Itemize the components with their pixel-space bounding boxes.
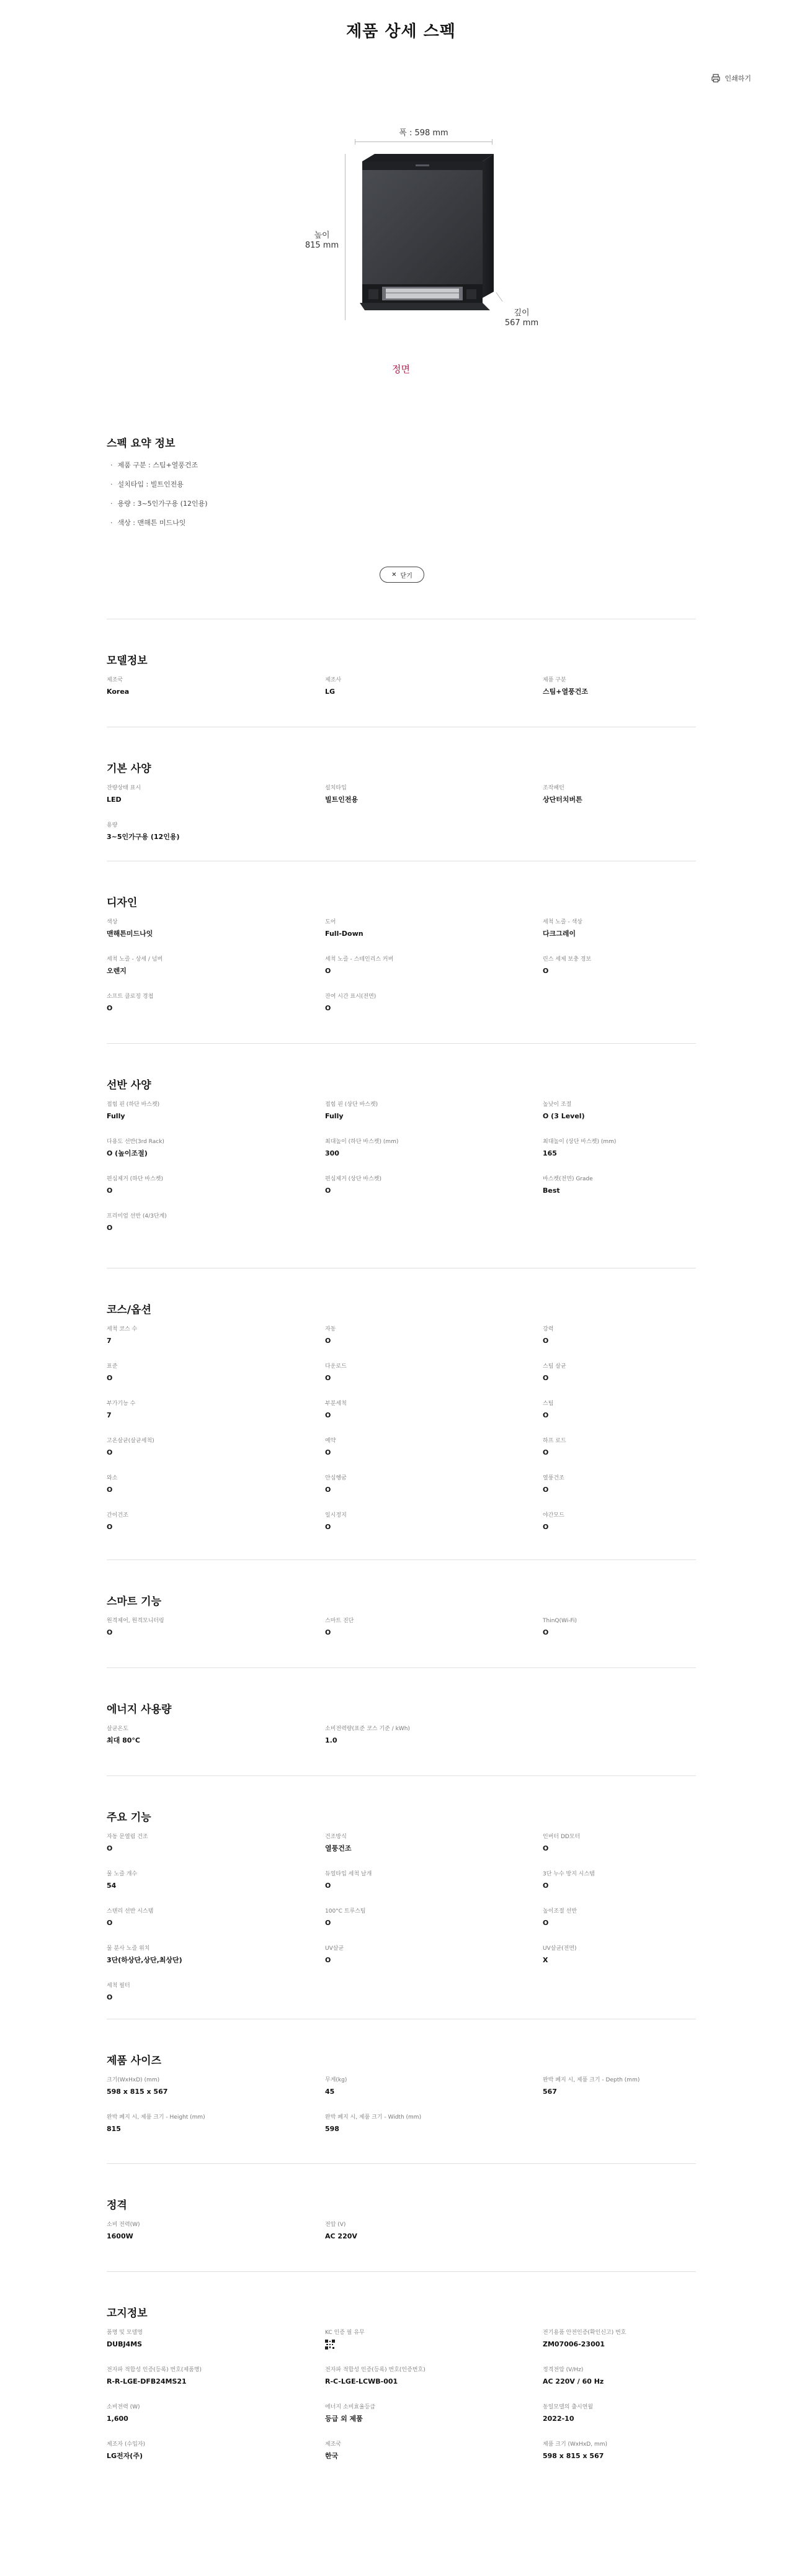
spec-value: O [107, 1374, 113, 1382]
spec-item [543, 2403, 747, 2424]
section-title: 고지정보 [107, 2307, 148, 2320]
spec-item [543, 1474, 747, 1495]
summary-item: · 제품 구분 : 스팀+열풍건조 [110, 460, 208, 480]
spec-item [325, 2329, 530, 2349]
spec-label: 바스켓(전면) Grade [543, 1176, 593, 1182]
spec-value: Best [543, 1187, 560, 1195]
summary-title: 스펙 요약 정보 [107, 438, 176, 450]
spec-item [325, 918, 530, 939]
spec-value: AC 220V / 60 Hz [543, 2377, 604, 2385]
spec-label: 동일모델의 출시연월 [543, 2404, 594, 2410]
spec-value: 598 [325, 2125, 339, 2133]
spec-label: 표준 [107, 1363, 118, 1370]
spec-value: O [107, 1919, 113, 1927]
spec-label: 야간모드 [543, 1512, 564, 1519]
spec-item [107, 1400, 311, 1420]
spec-item [543, 1833, 747, 1854]
spec-item [107, 2114, 311, 2134]
kc-qr-icon [325, 2340, 335, 2349]
spec-label: 고온살균(살균세척) [107, 1438, 154, 1444]
spec-value: O (높이조절) [107, 1149, 148, 1157]
spec-label: 세척 노즐 - 상세 / 넘버 [107, 956, 163, 963]
spec-item [543, 1945, 747, 1965]
spec-value: 2022-10 [543, 2415, 574, 2423]
spec-label: 물 분사 노즐 위치 [107, 1945, 150, 1952]
spec-label: 세척 노즐 - 색상 [543, 919, 582, 925]
spec-label: 스팀 살균 [543, 1363, 566, 1370]
spec-label: 완박 폐지 시, 제품 크기 - Height (mm) [107, 2114, 205, 2120]
spec-value: O [543, 1628, 549, 1636]
spec-value: 3~5인가구용 (12인용) [107, 833, 180, 841]
spec-value: O [325, 1187, 331, 1195]
spec-item [325, 993, 530, 1013]
spec-item [107, 1213, 311, 1233]
spec-item [325, 1474, 530, 1495]
spec-item [107, 1725, 311, 1746]
spec-item [107, 676, 311, 697]
spec-value: O [543, 1523, 549, 1531]
spec-label: 자동 [325, 1326, 336, 1332]
spec-label: 간이건조 [107, 1512, 128, 1519]
spec-item [107, 1101, 311, 1121]
spec-item [325, 1617, 530, 1638]
section-divider [107, 1775, 696, 1776]
spec-item [107, 1326, 311, 1346]
spec-item [107, 822, 311, 842]
spec-label: 소비전력량(표준 코스 기준 / kWh) [325, 1726, 410, 1732]
section-divider [107, 1667, 696, 1668]
spec-item [543, 1870, 747, 1891]
print-label: 인쇄하기 [724, 74, 751, 83]
spec-value: 빌트인전용 [325, 796, 359, 804]
spec-item [107, 1833, 311, 1854]
width-dimension-label: 폭 : 598 mm [399, 128, 448, 138]
spec-value: O [543, 1486, 549, 1494]
spec-item [543, 1326, 747, 1346]
spec-item [543, 1908, 747, 1928]
spec-label: 다용도 선반(3rd Rack) [107, 1139, 164, 1145]
height-value: 815 mm [305, 241, 339, 250]
spec-label: 완박 폐지 시, 제품 크기 - Depth (mm) [543, 2077, 640, 2083]
spec-value: Korea [107, 688, 130, 696]
spec-value: O [325, 1337, 331, 1345]
print-button[interactable] [711, 73, 751, 83]
depth-label: 깊이 [514, 308, 530, 318]
spec-value: 815 [107, 2125, 121, 2133]
spec-item [325, 2221, 530, 2242]
spec-label: 예약 [325, 1438, 336, 1444]
spec-label: 크기(WxHxD) (mm) [107, 2077, 160, 2083]
spec-value: O [325, 1882, 331, 1890]
spec-label: 스팀 [543, 1401, 554, 1407]
page-title: 제품 상세 스펙 [346, 22, 456, 41]
spec-value: 다크그레이 [543, 930, 576, 938]
spec-item [325, 1833, 530, 1854]
spec-value: O [107, 1523, 113, 1531]
spec-label: 스텐리 선반 시스템 [107, 1908, 154, 1914]
spec-label: 잔량상태 표시 [107, 785, 141, 791]
spec-item [325, 784, 530, 805]
spec-label: 열풍건조 [543, 1475, 564, 1481]
spec-item [325, 1437, 530, 1458]
spec-value: Fully [107, 1112, 125, 1120]
spec-item [325, 1363, 530, 1383]
spec-item [107, 1945, 311, 1965]
section-title: 제품 사이즈 [107, 2055, 162, 2067]
height-dimension-label [303, 231, 341, 251]
spec-value: O [107, 1844, 113, 1852]
spec-item [543, 2076, 747, 2097]
spec-label: 높낮이 조절 [543, 1102, 572, 1108]
spec-value: 3단(하상단,상단,최상단) [107, 1956, 182, 1964]
summary-item: · 색상 : 맨해튼 미드나잇 [110, 518, 208, 537]
spec-value: 598 x 815 x 567 [107, 2088, 168, 2096]
spec-item [543, 1363, 747, 1383]
spec-value: 7 [107, 1337, 112, 1345]
spec-value: O [543, 967, 549, 975]
spec-value: LG전자(주) [107, 2452, 143, 2460]
spec-label: UV살균 [325, 1945, 344, 1952]
spec-value: O [543, 1844, 549, 1852]
spec-item [543, 784, 747, 805]
section-divider [107, 2271, 696, 2272]
spec-label: 전기용품 안전인증(확인신고) 번호 [543, 2330, 626, 2336]
spec-label: 원격제어, 원격모니터링 [107, 1618, 164, 1624]
spec-value: O [325, 1004, 331, 1012]
section-title: 모델정보 [107, 655, 148, 667]
spec-value: LED [107, 796, 122, 804]
spec-item [543, 2329, 747, 2349]
spec-value: 오렌지 [107, 967, 127, 975]
spec-value: 열풍건조 [325, 1844, 352, 1852]
spec-item [325, 1101, 530, 1121]
spec-value: R-C-LGE-LCWB-001 [325, 2377, 398, 2385]
spec-item [325, 1400, 530, 1420]
spec-value: O [325, 1448, 331, 1456]
section-title: 에너지 사용량 [107, 1703, 172, 1716]
spec-label: 완박 폐지 시, 제품 크기 - Width (mm) [325, 2114, 422, 2120]
section-title: 주요 기능 [107, 1811, 151, 1824]
spec-label: 조작패턴 [543, 785, 564, 791]
spec-item [325, 2403, 530, 2424]
spec-value: 598 x 815 x 567 [543, 2452, 604, 2460]
spec-item [325, 1175, 530, 1196]
spec-value: O [325, 1411, 331, 1419]
spec-item [325, 1725, 530, 1746]
spec-label: 높이조절 선반 [543, 1908, 577, 1914]
spec-value: O [543, 1337, 549, 1345]
spec-value: O [107, 1187, 113, 1195]
spec-value: O [107, 1224, 113, 1232]
spec-label: 무게(kg) [325, 2077, 347, 2083]
spec-value: 등급 외 제품 [325, 2415, 363, 2423]
spec-label: 용량 [107, 822, 118, 828]
section-title: 코스/옵션 [107, 1304, 151, 1316]
spec-item [543, 918, 747, 939]
spec-item [107, 918, 311, 939]
spec-label: KC 인증 필 유무 [325, 2330, 365, 2336]
spec-value: 맨해튼미드나잇 [107, 930, 153, 938]
spec-item [325, 1326, 530, 1346]
spec-item [107, 2366, 311, 2387]
spec-item [107, 784, 311, 805]
spec-item [325, 1908, 530, 1928]
spec-item [325, 2114, 530, 2134]
view-label: 정면 [392, 364, 410, 375]
spec-label: 인버터 DD모터 [543, 1834, 581, 1840]
spec-value: Fully [325, 1112, 344, 1120]
spec-value: 스팀+열풍건조 [543, 688, 588, 696]
spec-label: 편심제거 (하단 바스켓) [107, 1176, 163, 1182]
summary-list [110, 460, 208, 537]
spec-label: 세척 코스 수 [107, 1326, 138, 1332]
spec-label: 소프트 클로징 경첩 [107, 994, 154, 1000]
spec-label: 린스 세제 보충 경보 [543, 956, 592, 963]
spec-value: R-R-LGE-DFB24MS21 [107, 2377, 187, 2385]
spec-value: 300 [325, 1149, 339, 1157]
spec-value: 한국 [325, 2452, 339, 2460]
spec-item [543, 2366, 747, 2387]
depth-value: 567 mm [504, 318, 539, 328]
spec-label: UV살균(전면) [543, 1945, 577, 1952]
height-label: 높이 [314, 231, 330, 240]
spec-label: 전자파 적합성 인증(등록) 번호(제품명) [107, 2367, 202, 2373]
spec-label: 설치타입 [325, 785, 347, 791]
spec-item [107, 993, 311, 1013]
spec-item [325, 1945, 530, 1965]
spec-item [325, 1870, 530, 1891]
spec-label: 품명 및 모델명 [107, 2330, 143, 2336]
spec-value: 1,600 [107, 2415, 128, 2423]
spec-label: 세척 필터 [107, 1983, 130, 1989]
spec-item [325, 676, 530, 697]
spec-label: 100°C 트루스팀 [325, 1908, 366, 1914]
spec-item [107, 1175, 311, 1196]
spec-label: 전압 (V) [325, 2222, 346, 2228]
spec-item [543, 676, 747, 697]
spec-value: 1600W [107, 2232, 133, 2240]
spec-value: Full-Down [325, 930, 363, 938]
spec-label: 와소 [107, 1475, 118, 1481]
spec-label: 프리미엄 선반 (4/3단계) [107, 1213, 167, 1219]
close-icon: ✕ [391, 571, 397, 578]
width-dimension-line [355, 141, 492, 142]
close-summary-button[interactable] [380, 567, 424, 583]
spec-label: 일시정지 [325, 1512, 347, 1519]
spec-label: 제품 구분 [543, 677, 566, 683]
spec-value: O [107, 1486, 113, 1494]
spec-value: 7 [107, 1411, 112, 1419]
spec-item [107, 2221, 311, 2242]
section-title: 기본 사양 [107, 763, 151, 775]
spec-value: O [543, 1448, 549, 1456]
spec-label: 3단 누수 방지 시스템 [543, 1871, 595, 1877]
spec-item [543, 1101, 747, 1121]
spec-label: 살균온도 [107, 1726, 128, 1732]
spec-label: 제조국 [325, 2441, 342, 2448]
spec-value: O [325, 1523, 331, 1531]
spec-value: O [325, 1374, 331, 1382]
spec-value: O [107, 1628, 113, 1636]
spec-label: 편심제거 (상단 바스켓) [325, 1176, 381, 1182]
spec-item [107, 1512, 311, 1532]
spec-value: O [543, 1882, 549, 1890]
spec-label: ThinQ(Wi-Fi) [543, 1618, 577, 1624]
spec-label: 제조사 [325, 677, 342, 683]
spec-item [325, 2076, 530, 2097]
spec-item [543, 1437, 747, 1458]
spec-item [107, 2403, 311, 2424]
spec-item [543, 2441, 747, 2461]
spec-label: 안심헹굼 [325, 1475, 347, 1481]
spec-value: 165 [543, 1149, 557, 1157]
spec-label: 전자파 적합성 인증(등록) 번호(인증번호) [325, 2367, 426, 2373]
spec-item [325, 1138, 530, 1159]
spec-value: LG [325, 688, 336, 696]
section-divider [107, 2163, 696, 2164]
spec-value: 1.0 [325, 1736, 337, 1744]
spec-label: 강력 [543, 1326, 554, 1332]
spec-item [543, 1138, 747, 1159]
spec-value: O [543, 1411, 549, 1419]
spec-label: 제조국 [107, 677, 123, 683]
spec-label: 최대높이 (상단 바스켓) (mm) [543, 1139, 617, 1145]
section-title: 선반 사양 [107, 1079, 151, 1092]
spec-value: O [325, 967, 331, 975]
spec-value: X [543, 1956, 548, 1964]
spec-label: 물 노즐 개수 [107, 1871, 138, 1877]
spec-label: 듀얼타입 세척 날개 [325, 1871, 372, 1877]
spec-value: O [543, 1919, 549, 1927]
spec-item [325, 2441, 530, 2461]
spec-label: 정격전압 (V/Hz) [543, 2367, 584, 2373]
spec-label: 색상 [107, 919, 118, 925]
spec-item [543, 956, 747, 976]
spec-value: AC 220V [325, 2232, 357, 2240]
spec-label: 접힘 핀 (상단 바스켓) [325, 1102, 378, 1108]
spec-value: O [325, 1486, 331, 1494]
spec-value: O [107, 1993, 113, 2001]
spec-item [107, 1870, 311, 1891]
dishwasher-image [360, 153, 496, 328]
spec-label: 도어 [325, 919, 336, 925]
spec-item [107, 1474, 311, 1495]
printer-icon [711, 73, 721, 83]
spec-item [543, 1400, 747, 1420]
spec-item [543, 1175, 747, 1196]
spec-label: 에너지 소비효율등급 [325, 2404, 376, 2410]
section-title: 스마트 기능 [107, 1595, 162, 1608]
spec-item [107, 1363, 311, 1383]
spec-label: 제조자 (수입자) [107, 2441, 146, 2448]
summary-item: · 용량 : 3~5인가구용 (12인용) [110, 499, 208, 518]
spec-label: 세척 노즐 - 스테인리스 커버 [325, 956, 394, 963]
spec-item [107, 1908, 311, 1928]
spec-label: 제품 크기 (WxHxD, mm) [543, 2441, 608, 2448]
spec-value: O [325, 1919, 331, 1927]
spec-item [325, 2366, 530, 2387]
depth-dimension-label [501, 308, 542, 328]
spec-label: 소비전력 (W) [107, 2404, 140, 2410]
spec-label: 최대높이 (하단 바스켓) (mm) [325, 1139, 399, 1145]
section-divider [107, 1043, 696, 1044]
spec-item [107, 2076, 311, 2097]
close-label: 닫기 [400, 572, 412, 580]
spec-value: 45 [325, 2088, 335, 2096]
spec-label: 부분세척 [325, 1401, 347, 1407]
spec-item [543, 1617, 747, 1638]
spec-value: 54 [107, 1882, 117, 1890]
spec-item [325, 1512, 530, 1532]
spec-item [107, 1982, 311, 2003]
spec-item [107, 1138, 311, 1159]
spec-value: O [107, 1448, 113, 1456]
section-title: 정격 [107, 2199, 127, 2212]
spec-label: 접힘 핀 (하단 바스켓) [107, 1102, 160, 1108]
spec-value: O [107, 1004, 113, 1012]
spec-item [107, 2329, 311, 2349]
spec-label: 건조방식 [325, 1834, 347, 1840]
spec-value: 567 [543, 2088, 557, 2096]
spec-item [107, 2441, 311, 2461]
spec-item [543, 1512, 747, 1532]
spec-label: 하프 로드 [543, 1438, 566, 1444]
spec-item [107, 1437, 311, 1458]
spec-label: 잔여 시간 표시(전면) [325, 994, 376, 1000]
spec-value: 상단터치버튼 [543, 796, 582, 804]
section-title: 디자인 [107, 897, 138, 909]
spec-item [107, 956, 311, 976]
spec-label: 자동 문열림 건조 [107, 1834, 148, 1840]
spec-value: O (3 Level) [543, 1112, 585, 1120]
spec-value: 최대 80°C [107, 1736, 140, 1744]
spec-item [107, 1617, 311, 1638]
spec-label: 스마트 진단 [325, 1618, 354, 1624]
spec-label: 소비 전력(W) [107, 2222, 140, 2228]
spec-value: O [543, 1374, 549, 1382]
spec-value: O [325, 1956, 331, 1964]
summary-item: · 설치타입 : 빌트인전용 [110, 480, 208, 499]
spec-label: 다운로드 [325, 1363, 347, 1370]
spec-label: 부가기능 수 [107, 1401, 136, 1407]
spec-value: ZM07006-23001 [543, 2340, 605, 2348]
spec-value: DUBJ4MS [107, 2340, 143, 2348]
spec-value: O [325, 1628, 331, 1636]
spec-item [325, 956, 530, 976]
